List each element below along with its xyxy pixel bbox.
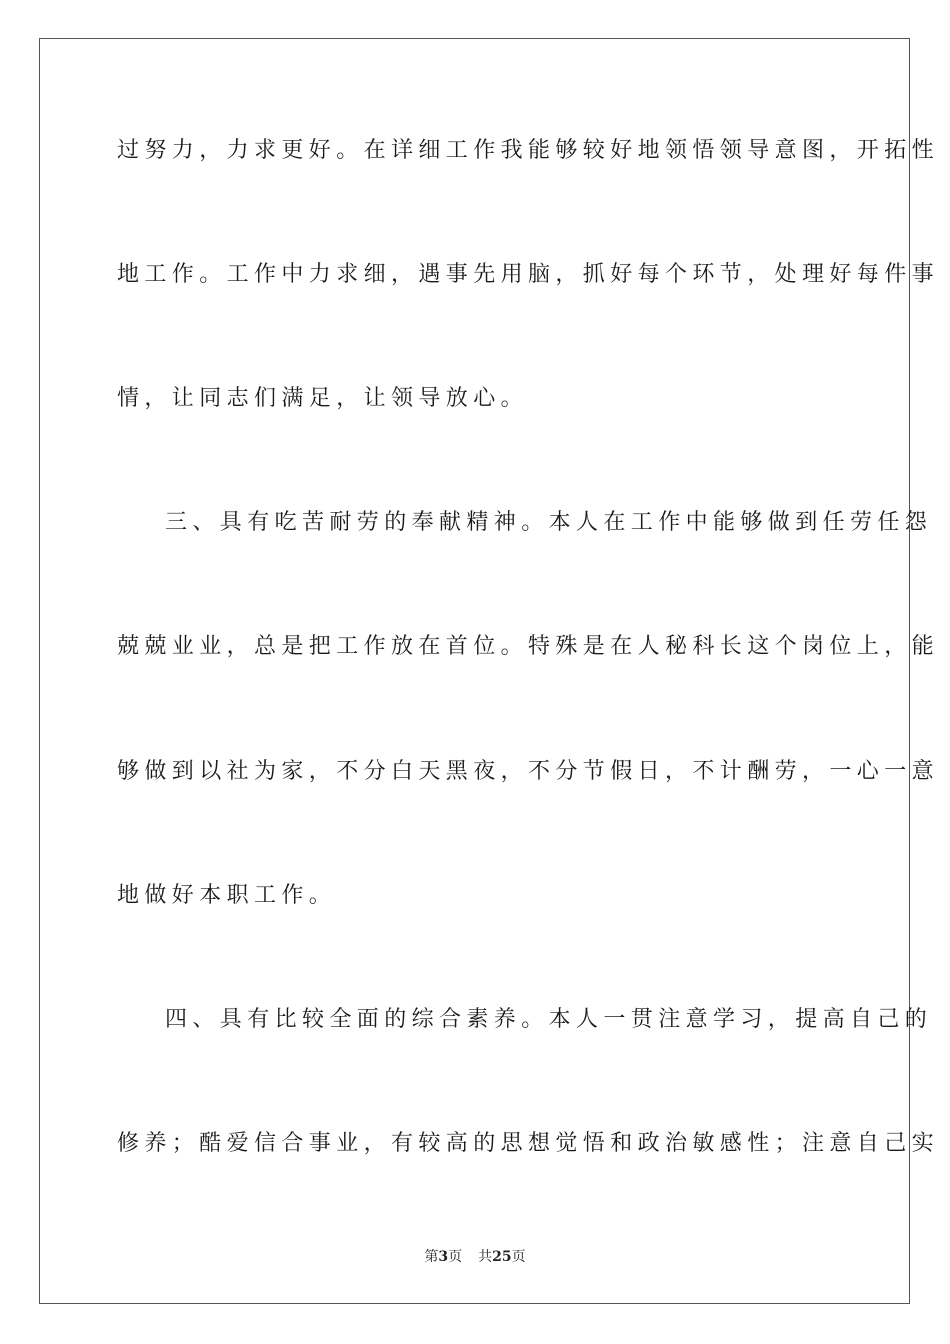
text-line: 够做到以社为家，不分白天黑夜，不分节假日，不计酬劳，一心一意 [117,759,940,784]
total-suffix: 页 [511,1249,526,1265]
paragraph-start-line: 四、具有比较全面的综合素养。本人一贯注意学习，提高自己的 [165,1007,933,1032]
text-line: 兢兢业业，总是把工作放在首位。特殊是在人秘科长这个岗位上，能 [117,634,940,659]
text-line: 情，让同志们满足，让领导放心。 [117,386,529,411]
page-footer [0,1248,950,1266]
page-number: 3 [438,1249,449,1265]
total-prefix: 共 [478,1249,493,1265]
paragraph-start-line: 三、具有吃苦耐劳的奉献精神。本人在工作中能够做到任劳任怨 [165,510,933,535]
page-prefix: 第 [424,1249,439,1265]
total-pages: 25 [492,1249,512,1265]
page-suffix: 页 [448,1249,463,1265]
text-line: 过努力，力求更好。在详细工作我能够较好地领悟领导意图，开拓性 [117,138,940,163]
text-line: 修养；酷爱信合事业，有较高的思想觉悟和政治敏感性；注意自己实 [117,1131,940,1156]
text-line: 地工作。工作中力求细，遇事先用脑，抓好每个环节，处理好每件事 [117,262,940,287]
text-line: 地做好本职工作。 [117,883,337,908]
page-border [39,38,940,1304]
